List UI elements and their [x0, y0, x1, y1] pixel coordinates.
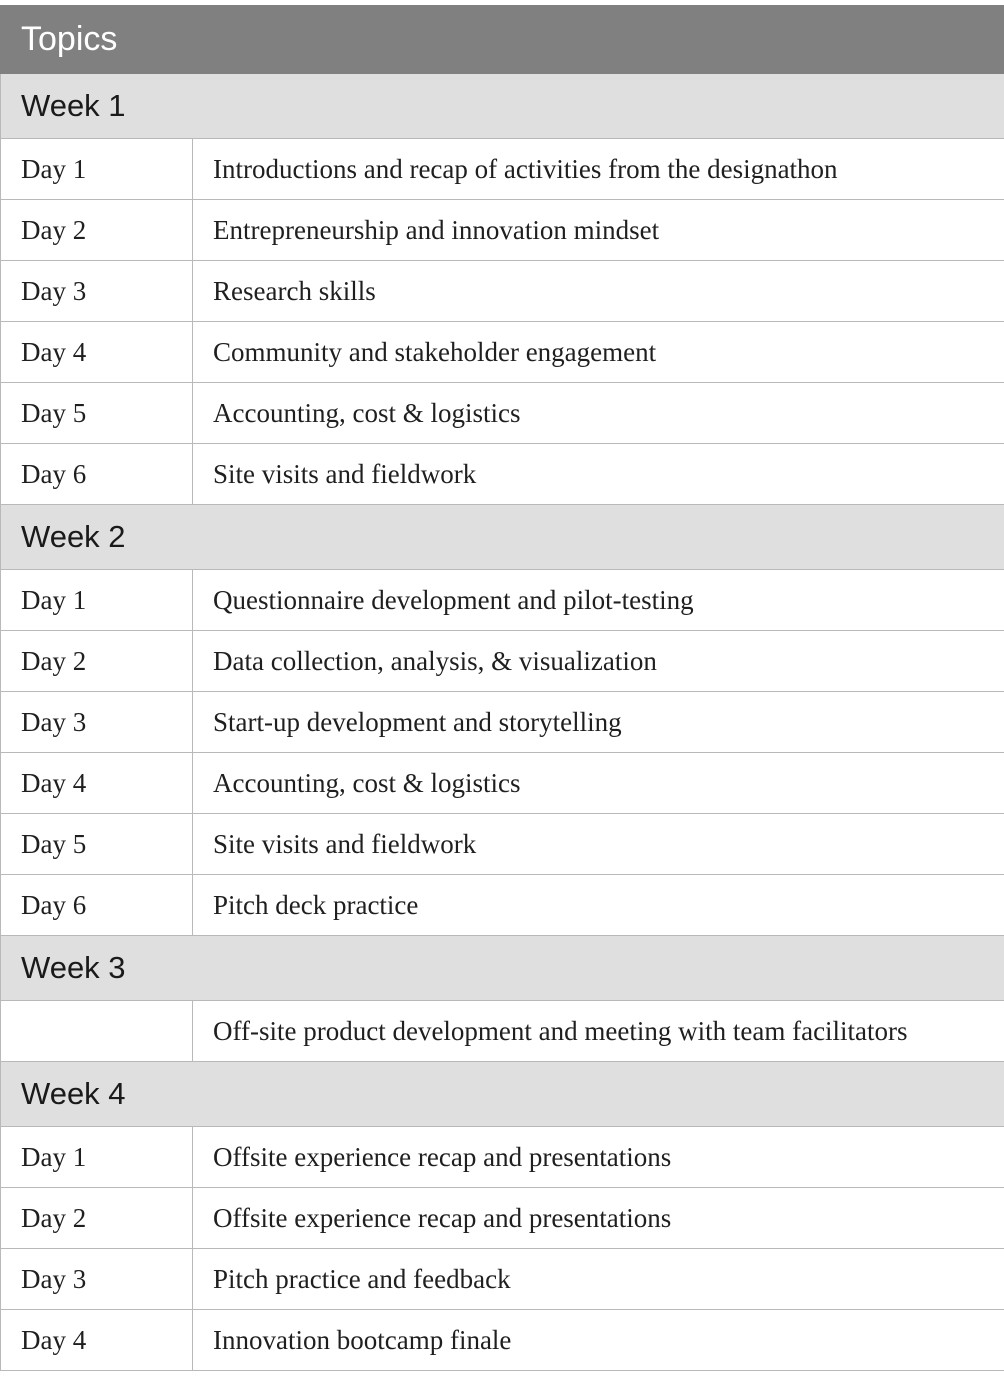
- week-header-row: [1, 74, 1004, 139]
- topic-cell: Entrepreneurship and innovation mindset: [193, 200, 1004, 261]
- table-row: [1, 1001, 1004, 1062]
- day-cell: Day 3: [1, 1249, 193, 1310]
- week-label: Week 4: [1, 1062, 1004, 1127]
- day-cell: Day 5: [1, 383, 193, 444]
- day-cell: Day 2: [1, 200, 193, 261]
- day-cell: Day 3: [1, 261, 193, 322]
- table-row: [1, 261, 1004, 322]
- topic-cell: Introductions and recap of activities from the designathon: [193, 139, 1004, 200]
- day-cell: Day 2: [1, 631, 193, 692]
- table-row: [1, 200, 1004, 261]
- topic-cell: Offsite experience recap and presentations: [193, 1127, 1004, 1188]
- topic-cell: Start-up development and storytelling: [193, 692, 1004, 753]
- table-row: [1, 631, 1004, 692]
- table-row: [1, 383, 1004, 444]
- day-cell: Day 6: [1, 875, 193, 936]
- day-cell: Day 2: [1, 1188, 193, 1249]
- topic-cell: Data collection, analysis, & visualization: [193, 631, 1004, 692]
- table-row: [1, 1188, 1004, 1249]
- table-row: [1, 1127, 1004, 1188]
- table-row: [1, 753, 1004, 814]
- topic-cell: Pitch practice and feedback: [193, 1249, 1004, 1310]
- table-row: [1, 1310, 1004, 1371]
- topic-cell: Site visits and fieldwork: [193, 814, 1004, 875]
- day-cell: Day 4: [1, 1310, 193, 1371]
- table-row: [1, 322, 1004, 383]
- week-label: Week 2: [1, 505, 1004, 570]
- topics-table: [0, 5, 1004, 1371]
- table-row: [1, 875, 1004, 936]
- day-cell: Day 3: [1, 692, 193, 753]
- table-title: Topics: [1, 6, 1004, 74]
- week-header-row: [1, 1062, 1004, 1127]
- topic-cell: Questionnaire development and pilot-testing: [193, 570, 1004, 631]
- topic-cell: Community and stakeholder engagement: [193, 322, 1004, 383]
- topic-cell: Research skills: [193, 261, 1004, 322]
- day-cell: [1, 1001, 193, 1062]
- week-header-row: [1, 936, 1004, 1001]
- day-cell: Day 6: [1, 444, 193, 505]
- day-cell: Day 4: [1, 322, 193, 383]
- topic-cell: Accounting, cost & logistics: [193, 383, 1004, 444]
- table-row: [1, 444, 1004, 505]
- topic-cell: Innovation bootcamp finale: [193, 1310, 1004, 1371]
- topic-cell: Pitch deck practice: [193, 875, 1004, 936]
- table-row: [1, 692, 1004, 753]
- topic-cell: Offsite experience recap and presentations: [193, 1188, 1004, 1249]
- topic-cell: Off-site product development and meeting with team facilitators: [193, 1001, 1004, 1062]
- day-cell: Day 1: [1, 139, 193, 200]
- topics-table-body: [1, 6, 1004, 1371]
- table-row: [1, 814, 1004, 875]
- table-row: [1, 570, 1004, 631]
- day-cell: Day 1: [1, 570, 193, 631]
- day-cell: Day 1: [1, 1127, 193, 1188]
- table-row: [1, 139, 1004, 200]
- week-label: Week 1: [1, 74, 1004, 139]
- topic-cell: Site visits and fieldwork: [193, 444, 1004, 505]
- week-header-row: [1, 505, 1004, 570]
- week-label: Week 3: [1, 936, 1004, 1001]
- day-cell: Day 4: [1, 753, 193, 814]
- table-row: [1, 1249, 1004, 1310]
- day-cell: Day 5: [1, 814, 193, 875]
- table-header-row: [1, 6, 1004, 74]
- topic-cell: Accounting, cost & logistics: [193, 753, 1004, 814]
